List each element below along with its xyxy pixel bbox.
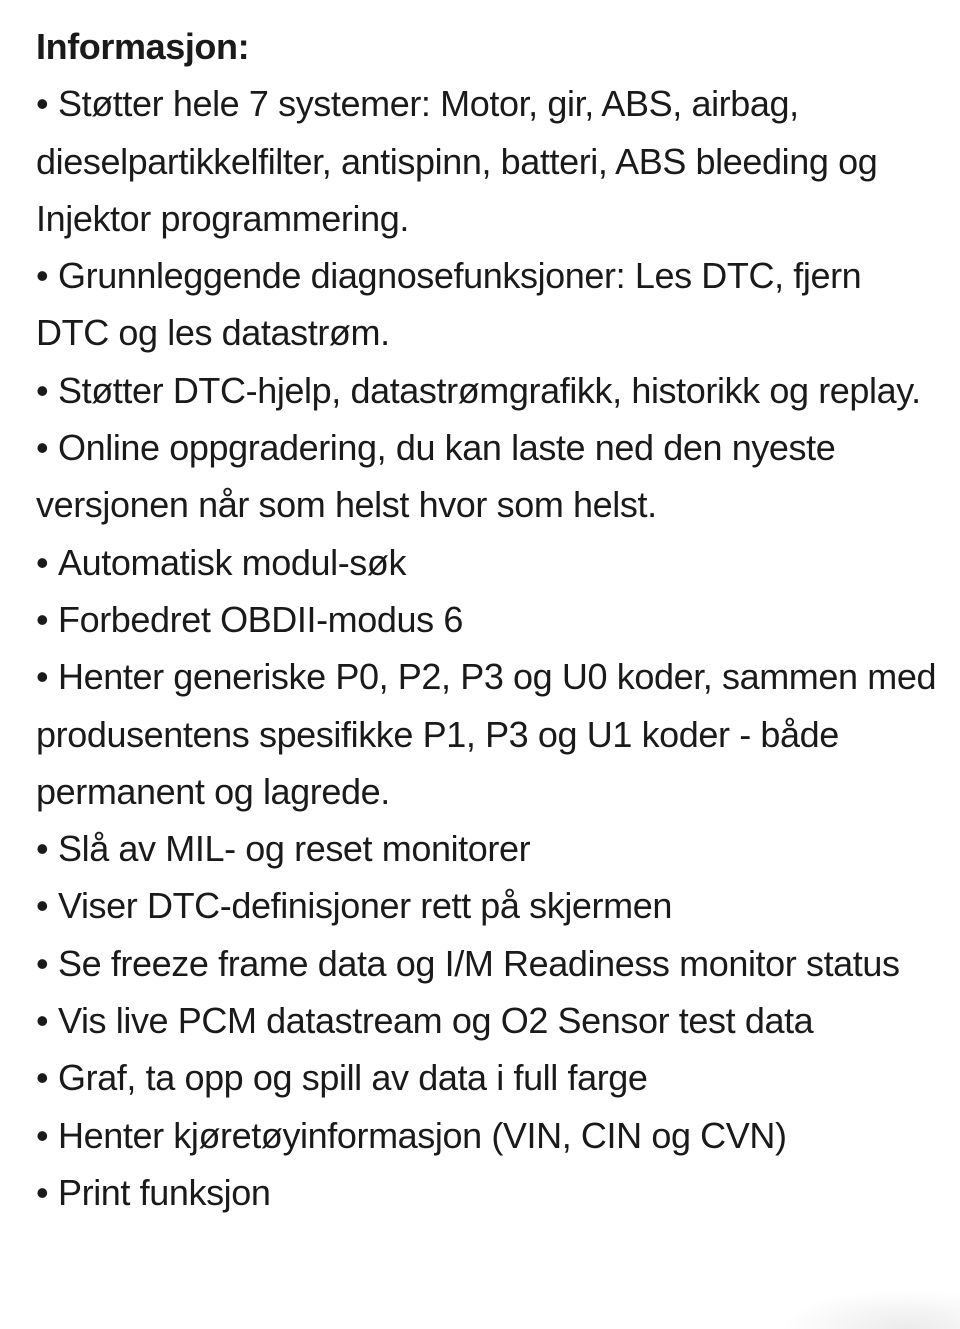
- feature-text: Slå av MIL- og reset monitorer: [58, 828, 531, 870]
- feature-text: Online oppgradering, du kan laste ned den nyeste versjonen når som helst hvor som helst.: [36, 427, 836, 526]
- bullet-icon: •: [36, 942, 49, 984]
- feature-text: Støtter hele 7 systemer: Motor, gir, ABS, airbag, dieselpartikkelfilter, antispinn, batteri, ABS bleeding og Injektor programmering.: [36, 83, 878, 239]
- feature-text: Automatisk modul-søk: [58, 541, 407, 583]
- feature-text: Viser DTC-definisjoner rett på skjermen: [58, 885, 672, 927]
- bullet-icon: •: [36, 1114, 49, 1156]
- bullet-icon: •: [36, 541, 49, 583]
- feature-text: Print funksjon: [58, 1171, 271, 1213]
- list-item: [36, 534, 941, 591]
- feature-text: Henter kjøretøyinformasjon (VIN, CIN og CVN): [58, 1114, 787, 1156]
- bullet-icon: •: [36, 83, 49, 125]
- list-item: [36, 591, 941, 648]
- feature-text: Vis live PCM datastream og O2 Sensor test data: [58, 1000, 814, 1042]
- document-body: [36, 18, 941, 1221]
- list-item: [36, 1107, 941, 1164]
- feature-text: Forbedret OBDII-modus 6: [58, 598, 463, 640]
- bottom-edge-shade: [780, 1289, 960, 1329]
- bullet-icon: •: [36, 828, 49, 870]
- bullet-icon: •: [36, 885, 49, 927]
- feature-list: [36, 75, 941, 1221]
- section-heading: Informasjon:: [36, 26, 250, 67]
- feature-text: Graf, ta opp og spill av data i full farge: [58, 1057, 648, 1099]
- bullet-icon: •: [36, 1171, 49, 1213]
- bullet-icon: •: [36, 369, 49, 411]
- list-item: [36, 419, 941, 534]
- list-item: [36, 75, 941, 247]
- bullet-icon: •: [36, 427, 49, 469]
- feature-text: Grunnleggende diagnosefunksjoner: Les DTC, fjern DTC og les datastrøm.: [36, 255, 862, 354]
- bullet-icon: •: [36, 656, 49, 698]
- list-item: [36, 935, 941, 992]
- feature-text: Se freeze frame data og I/M Readiness monitor status: [58, 942, 900, 984]
- list-item: [36, 820, 941, 877]
- bullet-icon: •: [36, 1000, 49, 1042]
- bullet-icon: •: [36, 255, 49, 297]
- list-item: [36, 1164, 941, 1221]
- list-item: [36, 247, 941, 362]
- list-item: [36, 1049, 941, 1106]
- list-item: [36, 877, 941, 934]
- list-item: [36, 992, 941, 1049]
- list-item: [36, 362, 941, 419]
- bullet-icon: •: [36, 1057, 49, 1099]
- feature-text: Støtter DTC-hjelp, datastrømgrafikk, historikk og replay.: [58, 369, 921, 411]
- bullet-icon: •: [36, 598, 49, 640]
- feature-text: Henter generiske P0, P2, P3 og U0 koder, sammen med produsentens spesifikke P1, P3 og U1 koder - både permanent og lagrede.: [36, 656, 937, 812]
- list-item: [36, 648, 941, 820]
